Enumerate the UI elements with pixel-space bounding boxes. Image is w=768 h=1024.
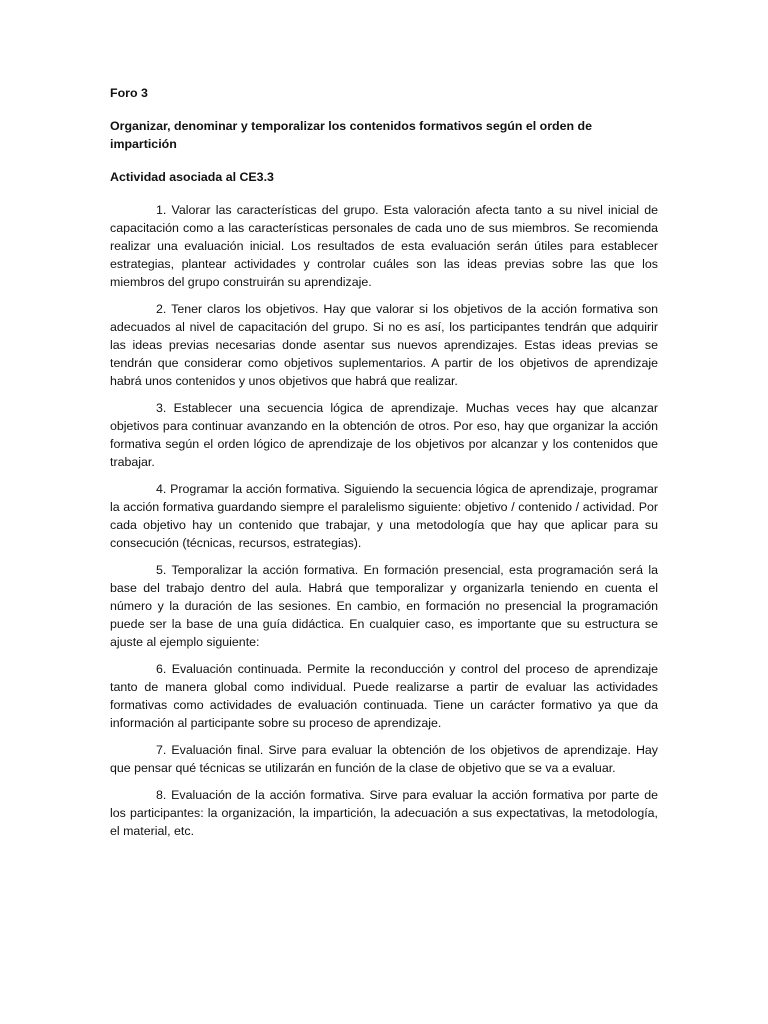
paragraph-3: 3. Establecer una secuencia lógica de aprendizaje. Muchas veces hay que alcanzar objetivos para continuar avanzando en la obtención de otros. Por eso, hay que organizar la acción formativa según el orden lógico de aprendizaje de los objetivos por alcanzar y los contenidos que trabajar. <box>110 401 658 469</box>
paragraph-6: 6. Evaluación continuada. Permite la reconducción y control del proceso de aprendizaje tanto de manera global como individual. Puede realizarse a partir de evaluar las actividades formativas como actividades de evaluación continuada. Tiene un carácter formativo ya que da información al participante sobre su proceso de aprendizaje. <box>110 662 658 730</box>
paragraph-2: 2. Tener claros los objetivos. Hay que valorar si los objetivos de la acción formativa son adecuados al nivel de capacitación del grupo. Si no es así, los participantes tendrán que adquirir las ideas previas necesarias donde asentar sus nuevos aprendizajes. Estas ideas previas se tendrán que considerar como objetivos suplementarios. A partir de los objetivos de aprendizaje habrá unos contenidos y unos objetivos que habrá que realizar. <box>110 302 658 388</box>
paragraph-7: 7. Evaluación final. Sirve para evaluar la obtención de los objetivos de aprendizaje. Hay que pensar qué técnicas se utilizarán en función de la clase de objetivo que se va a evaluar. <box>110 743 658 775</box>
paragraph-8: 8. Evaluación de la acción formativa. Sirve para evaluar la acción formativa por parte de los participantes: la organización, la impartición, la adecuación a sus expectativas, la metodología, el material, etc. <box>110 788 658 838</box>
paragraph-4: 4. Programar la acción formativa. Siguiendo la secuencia lógica de aprendizaje, programar la acción formativa guardando siempre el paralelismo siguiente: objetivo / contenido / actividad. Por cada objetivo hay un contenido que trabajar, y una metodología que hay que aplicar para su consecución (técnicas, recursos, estrategias). <box>110 482 658 550</box>
document-page <box>110 84 658 849</box>
paragraph-5: 5. Temporalizar la acción formativa. En formación presencial, esta programación será la base del trabajo dentro del aula. Habrá que temporalizar y organizarla teniendo en cuenta el número y la duración de las sesiones. En cambio, en formación no presencial la programación puede ser la base de una guía didáctica. En cualquier caso, es importante que su estructura se ajuste al ejemplo siguiente: <box>110 563 658 649</box>
forum-label: Foro 3 <box>110 86 148 100</box>
paragraph-1: 1. Valorar las características del grupo. Esta valoración afecta tanto a su nivel inicial de capacitación como a las características personales de cada uno de sus miembros. Se recomienda realizar una evaluación inicial. Los resultados de esta evaluación serán útiles para establecer estrategias, plantear actividades y controlar cuáles son las ideas previas sobre las que los miembros del grupo construirán su aprendizaje. <box>110 203 658 289</box>
activity-label: Actividad asociada al CE3.3 <box>110 170 274 184</box>
document-title: Organizar, denominar y temporalizar los contenidos formativos según el orden de impartición <box>110 119 592 151</box>
